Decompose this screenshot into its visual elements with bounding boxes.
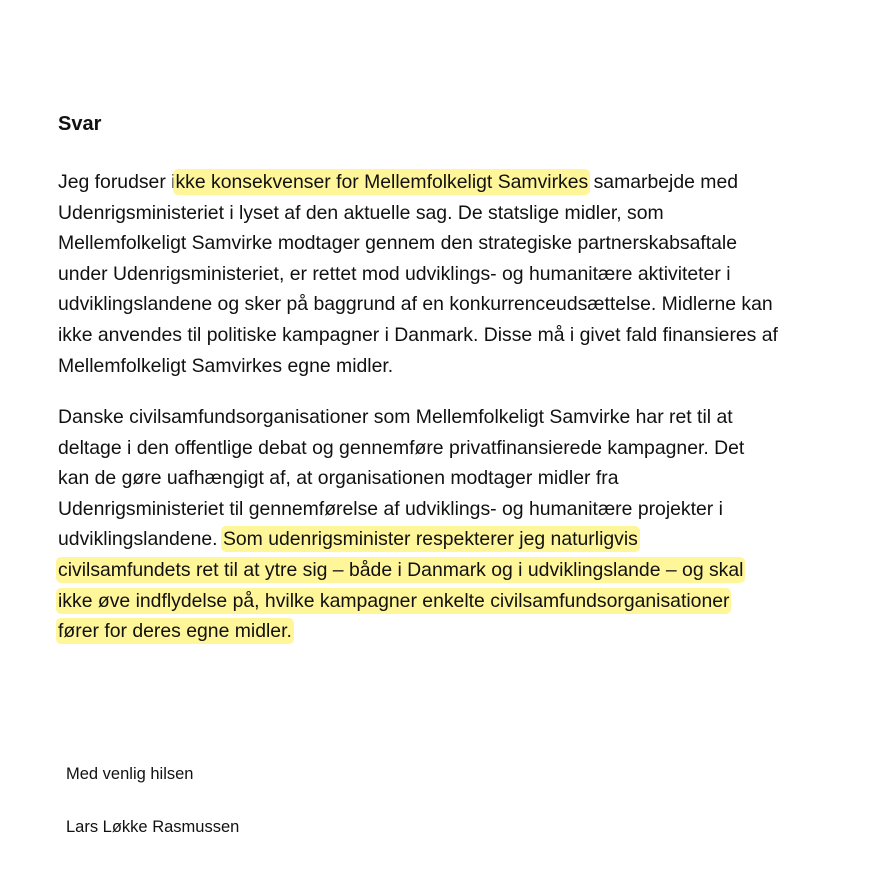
paragraph-2-line [58, 555, 848, 586]
text-segment: samarbejde med [588, 171, 739, 193]
paragraph-1-line: ikke anvendes til politiske kampagner i Danmark. Disse må i givet fald finansieres af [58, 323, 778, 346]
highlighted-text: civilsamfundets ret til at ytre sig – både i Danmark og i udviklingslande – og skal [58, 558, 744, 581]
paragraph-2 [58, 402, 848, 647]
paragraph-1-line: Mellemfolkeligt Samvirke modtager gennem den strategiske partnerskabsaftale [58, 232, 738, 255]
paragraph-2-line: deltage i den offentlige debat og gennemføre privatfinansierede kampagner. Det [58, 436, 745, 459]
paragraph-1-line [58, 167, 848, 198]
highlighted-text: fører for deres egne midler. [58, 620, 292, 643]
paragraph-1-line: Mellemfolkeligt Samvirkes egne midler. [58, 354, 394, 377]
paragraph-2-line: Danske civilsamfundsorganisationer som Mellemfolkeligt Samvirke har ret til at [58, 406, 733, 428]
closing-greeting: Med venlig hilsen [66, 765, 194, 783]
signature-name: Lars Løkke Rasmussen [66, 818, 240, 836]
paragraph-2-line [58, 616, 848, 647]
paragraph-1-line: under Udenrigsministeriet, er rettet mod udviklings- og humanitære aktiviteter i [58, 262, 731, 285]
paragraph-2-line: kan de gøre uafhængigt af, at organisationen modtager midler fra [58, 467, 619, 490]
paragraph-2-line: Udenrigsministeriet til gennemførelse af udviklings- og humanitære projekter i [58, 497, 723, 520]
paragraph-1 [58, 167, 848, 381]
text-segment: Jeg forudser i [58, 171, 176, 193]
highlighted-text: ikke øve indflydelse på, hvilke kampagner enkelte civilsamfundsorganisationer [58, 589, 730, 612]
paragraph-2-line [58, 524, 848, 555]
highlighted-text: Som udenrigsminister respekterer jeg naturligvis [222, 528, 638, 551]
page-title: Svar [58, 113, 102, 135]
highlighted-text: kke konsekvenser for Mellemfolkeligt Samvirkes [175, 171, 589, 193]
paragraph-2-line [58, 586, 848, 617]
paragraph-1-line: Udenrigsministeriet i lyset af den aktuelle sag. De statslige midler, som [58, 201, 664, 224]
paragraph-1-line: udviklingslandene og sker på baggrund af en konkurrenceudsættelse. Midlerne kan [58, 293, 773, 316]
text-segment: udviklingslandene. [58, 528, 223, 551]
